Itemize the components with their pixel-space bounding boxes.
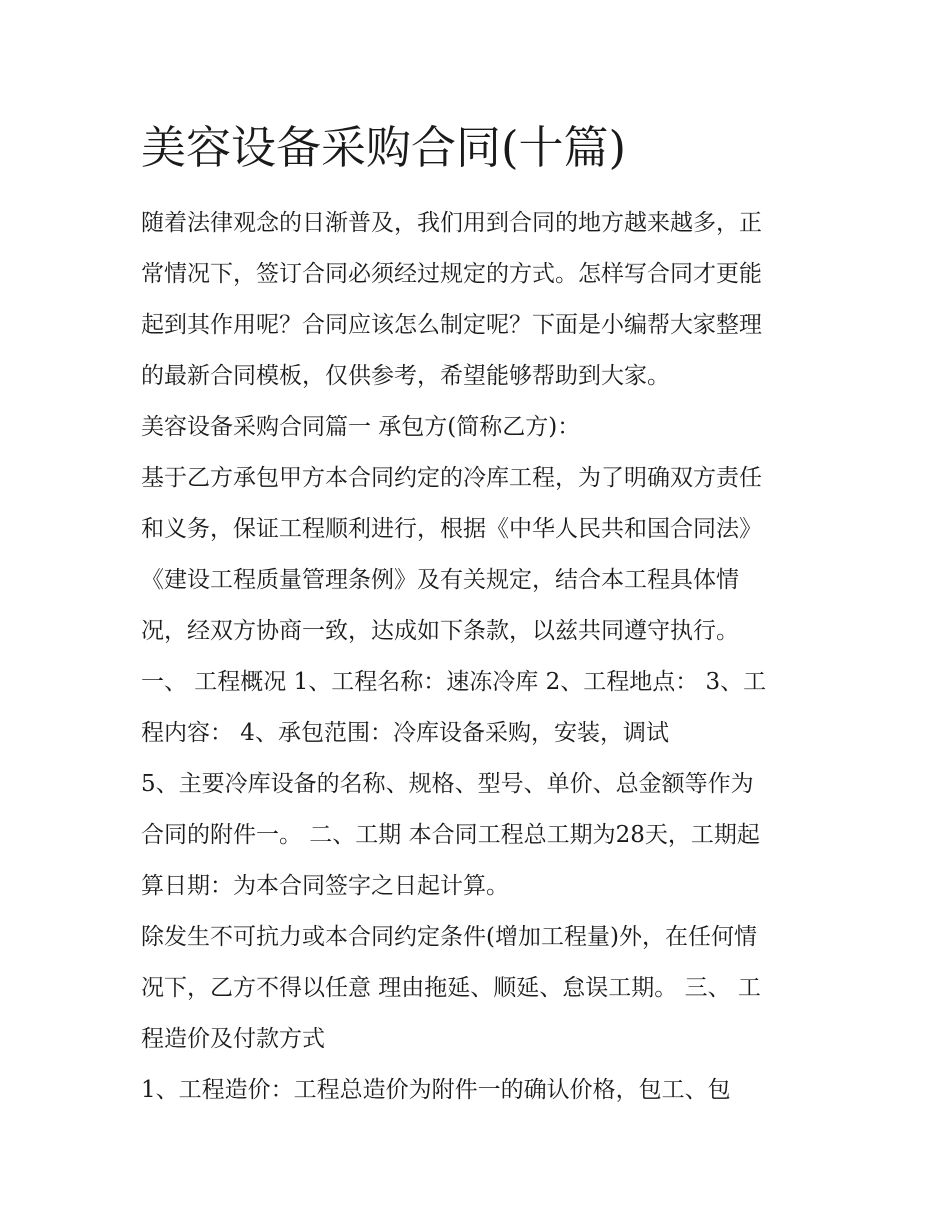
equipment-schedule-paragraph: [141, 759, 813, 912]
cost-paragraph: [141, 1065, 813, 1116]
document-page: [141, 118, 813, 1116]
text-line: 的最新合同模板，仅供参考，希望能够帮助到大家。: [141, 363, 670, 389]
text-line: 况，经双方协商一致，达成如下条款，以兹共同遵守执行。: [141, 618, 739, 644]
text-line: 随着法律观念的日渐普及，我们用到合同的地方越来越多，正: [141, 210, 762, 236]
project-overview-paragraph: [141, 657, 813, 759]
text-line: 5、主要冷库设备的名称、规格、型号、单价、总金额等作为: [141, 771, 754, 797]
text-line: 程内容： 4、承包范围：冷库设备采购，安装，调试: [141, 720, 669, 746]
delay-clause-paragraph: [141, 912, 813, 1065]
text-line: 1、工程造价：工程总造价为附件一的确认价格，包工、包: [141, 1077, 731, 1103]
text-line: 算日期：为本合同签字之日起计算。: [141, 873, 509, 899]
preamble-paragraph: [141, 453, 813, 657]
text-line: 除发生不可抗力或本合同约定条件(增加工程量)外，在任何情: [141, 924, 757, 950]
text-line: 基于乙方承包甲方本合同约定的冷库工程，为了明确双方责任: [141, 465, 762, 491]
text-line: 美容设备采购合同篇一 承包方(简称乙方)：: [141, 414, 581, 440]
section-heading-paragraph: [141, 402, 813, 453]
document-title: 美容设备采购合同(十篇): [141, 121, 627, 174]
text-line: 《建设工程质量管理条例》及有关规定，结合本工程具体情: [141, 567, 739, 593]
text-line: 起到其作用呢？合同应该怎么制定呢？下面是小编帮大家整理: [141, 312, 762, 338]
text-line: 一、 工程概况 1、工程名称：速冻冷库 2、工程地点： 3、工: [141, 669, 767, 695]
text-line: 常情况下，签订合同必须经过规定的方式。怎样写合同才更能: [141, 261, 762, 287]
text-line: 和义务，保证工程顺利进行，根据《中华人民共和国合同法》: [141, 516, 762, 542]
text-line: 况下，乙方不得以任意 理由拖延、顺延、怠误工期。 三、 工: [141, 975, 761, 1001]
text-line: 程造价及付款方式: [141, 1026, 325, 1052]
intro-paragraph: [141, 198, 813, 402]
text-line: 合同的附件一。 二、工期 本合同工程总工期为28天，工期起: [141, 822, 760, 848]
